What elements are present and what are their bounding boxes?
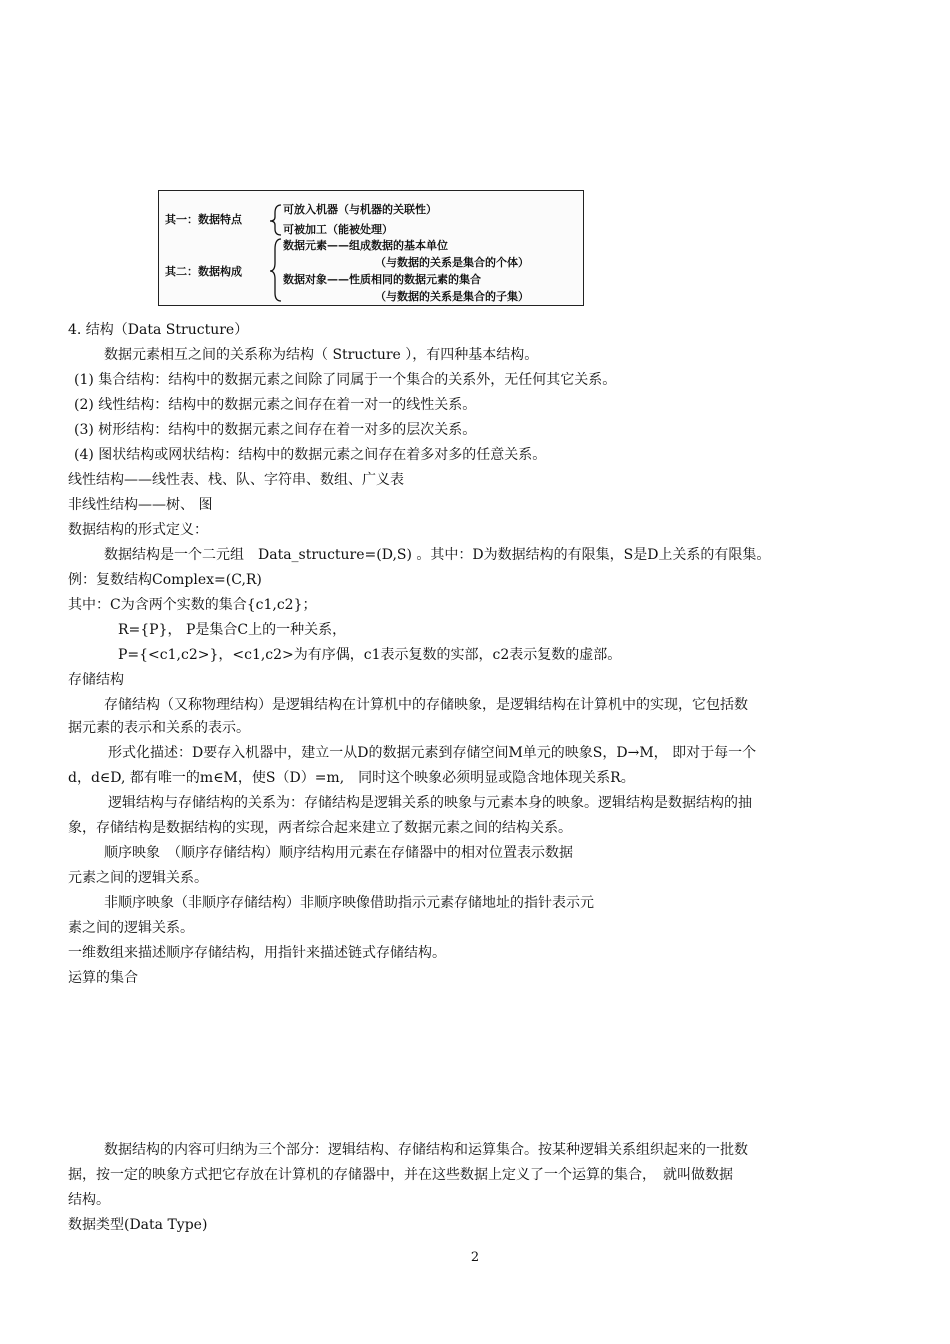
paragraph: 据，按一定的映象方式把它存放在计算机的存储器中，并在这些数据上定义了一个运算的集合， 就叫做数据 xyxy=(68,1167,733,1183)
list-item: (3) 树形结构：结构中的数据元素之间存在着一对多的层次关系。 xyxy=(74,422,477,438)
list-item: (2) 线性结构：结构中的数据元素之间存在着一对一的线性关系。 xyxy=(74,397,477,413)
item1-b: 可被加工（能被处理） xyxy=(283,223,393,236)
section-heading-operations: 运算的集合 xyxy=(68,970,138,986)
item2-b: 数据对象——性质相同的数据元素的集合 xyxy=(283,273,481,286)
paragraph: 数据结构的内容可归纳为三个部分：逻辑结构、存储结构和运算集合。按某种逻辑关系组织起来的一批数 xyxy=(104,1142,748,1158)
paragraph: d，d∈D, 都有唯一的m∈M，使S（D）=m, 同时这个映象必须明显或隐含地体现关系R。 xyxy=(68,770,635,786)
paragraph: 非顺序映象（非顺序存储结构）非顺序映像借助指示元素存储地址的指针表示元 xyxy=(104,895,594,911)
paragraph: 结构。 xyxy=(68,1192,110,1208)
item2-label: 其二：数据构成 xyxy=(165,265,242,278)
paragraph: R={P}， P是集合C上的一种关系， xyxy=(118,622,347,638)
paragraph: 存储结构（又称物理结构）是逻辑结构在计算机中的存储映象，是逻辑结构在计算机中的实现，它包括数 xyxy=(104,697,748,713)
paragraph: 例：复数结构Complex=(C,R) xyxy=(68,572,262,588)
paragraph: 线性结构——线性表、栈、队、字符串、数组、广义表 xyxy=(68,472,404,488)
paragraph: 元素之间的逻辑关系。 xyxy=(68,870,208,886)
item1-label: 其一：数据特点 xyxy=(165,213,242,226)
item2-a: 数据元素——组成数据的基本单位 xyxy=(283,239,448,252)
paragraph: 象，存储结构是数据结构的实现，两者综合起来建立了数据元素之间的结构关系。 xyxy=(68,820,572,836)
list-item: (1) 集合结构：结构中的数据元素之间除了同属于一个集合的关系外，无任何其它关系。 xyxy=(74,372,617,388)
page-number: 2 xyxy=(470,1250,480,1265)
item2-a-note: （与数据的关系是集合的个体） xyxy=(375,256,529,269)
paragraph: P={<c1,c2>}，<c1,c2>为有序偶，c1表示复数的实部，c2表示复数的虚部。 xyxy=(118,647,622,663)
section-heading-data-type: 数据类型(Data Type) xyxy=(68,1217,208,1233)
paragraph: 形式化描述：D要存入机器中，建立一从D的数据元素到存储空间M单元的映象S，D→M， 即对于每一个 xyxy=(108,745,757,761)
paragraph: 据元素的表示和关系的表示。 xyxy=(68,720,250,736)
paragraph: 其中：C为含两个实数的集合{c1,c2}； xyxy=(68,597,317,613)
data-characteristics-figure xyxy=(158,190,584,306)
paragraph: 数据结构的形式定义： xyxy=(68,522,208,538)
paragraph: 非线性结构——树、 图 xyxy=(68,497,213,513)
paragraph: 逻辑结构与存储结构的关系为：存储结构是逻辑关系的映象与元素本身的映象。逻辑结构是数据结构的抽 xyxy=(108,795,752,811)
paragraph: 一维数组来描述顺序存储结构，用指针来描述链式存储结构。 xyxy=(68,945,446,961)
paragraph: 数据元素相互之间的关系称为结构（ Structure ），有四种基本结构。 xyxy=(104,347,539,363)
item1-a: 可放入机器（与机器的关联性） xyxy=(283,203,437,216)
section-heading-structure: 4. 结构（Data Structure） xyxy=(68,322,249,338)
section-heading-storage: 存储结构 xyxy=(68,672,124,688)
paragraph: 顺序映象 （顺序存储结构）顺序结构用元素在存储器中的相对位置表示数据 xyxy=(104,845,573,861)
list-item: (4) 图状结构或网状结构：结构中的数据元素之间存在着多对多的任意关系。 xyxy=(74,447,547,463)
item2-b-note: （与数据的关系是集合的子集） xyxy=(375,290,529,303)
paragraph: 数据结构是一个二元组 Data_structure=(D,S) 。其中：D为数据结构的有限集，S是D上关系的有限集。 xyxy=(104,547,771,563)
paragraph: 素之间的逻辑关系。 xyxy=(68,920,194,936)
